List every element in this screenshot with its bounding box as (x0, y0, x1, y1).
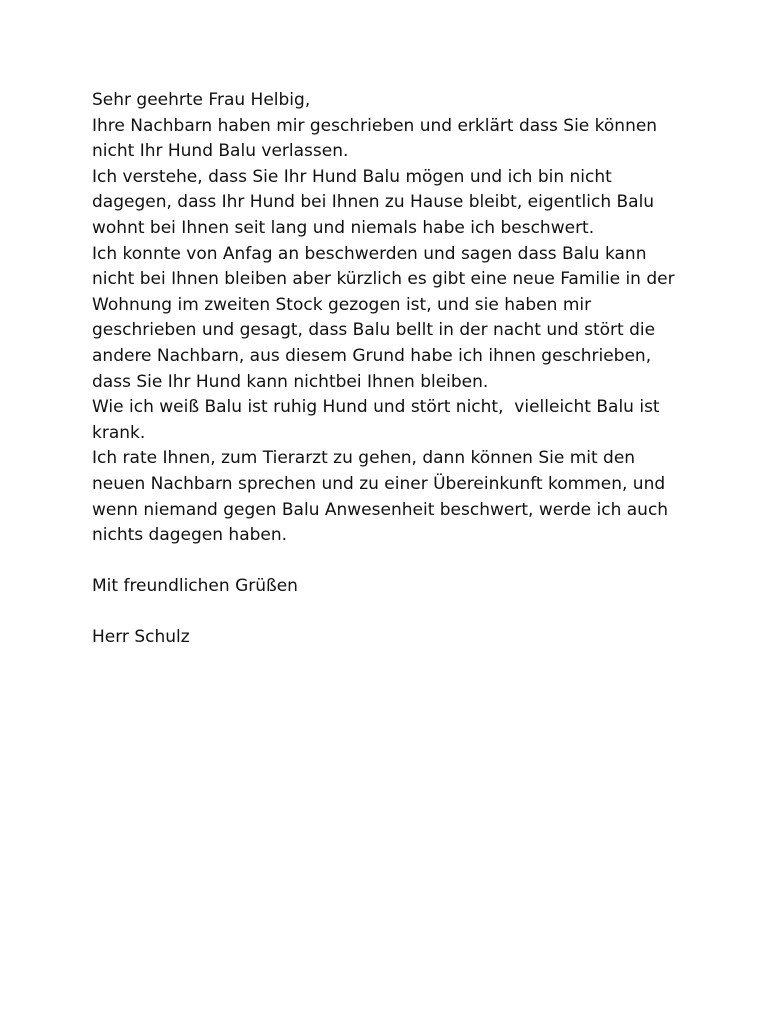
body-line: Wohnung im zweiten Stock gezogen ist, und sie haben mir (92, 294, 592, 315)
closing: Mit freundlichen Grüßen (92, 576, 298, 597)
body-line: andere Nachbarn, aus diesem Grund habe ich ihnen geschrieben, (92, 345, 652, 366)
body-line: wenn niemand gegen Balu Anwesenheit beschwert, werde ich auch (92, 499, 669, 520)
body-line: Ich verstehe, dass Sie Ihr Hund Balu mögen und ich bin nicht (92, 166, 612, 187)
body-line: geschrieben und gesagt, dass Balu bellt in der nacht und stört die (92, 320, 656, 341)
salutation: Sehr geehrte Frau Helbig, (92, 90, 311, 110)
body-line: nichts dagegen haben. (92, 525, 288, 546)
body-line: Ich rate Ihnen, zum Tierarzt zu gehen, dann können Sie mit den (92, 448, 636, 469)
body-line: krank. (92, 422, 146, 443)
body-line: Wie ich weiß Balu ist ruhig Hund und stört nicht, vielleicht Balu ist (92, 397, 660, 418)
body-line: neuen Nachbarn sprechen und zu einer Übereinkunft kommen, und (92, 473, 666, 494)
letter-text (92, 88, 692, 651)
body-line: Ich konnte von Anfag an beschwerden und sagen dass Balu kann (92, 243, 647, 264)
paragraph-gap (92, 600, 692, 626)
body-line: nicht Ihr Hund Balu verlassen. (92, 141, 349, 162)
body-line: Ihre Nachbarn haben mir geschrieben und erklärt dass Sie können (92, 115, 658, 136)
body-line: wohnt bei Ihnen seit lang und niemals habe ich beschwert. (92, 217, 595, 238)
paragraph-gap (92, 549, 692, 575)
body-line: dagegen, dass Ihr Hund bei Ihnen zu Hause bleibt, eigentlich Balu (92, 192, 655, 213)
signature: Herr Schulz (92, 627, 190, 648)
body-line: dass Sie Ihr Hund kann nichtbei Ihnen bleiben. (92, 371, 489, 392)
body-line: nicht bei Ihnen bleiben aber kürzlich es gibt eine neue Familie in der (92, 269, 675, 290)
